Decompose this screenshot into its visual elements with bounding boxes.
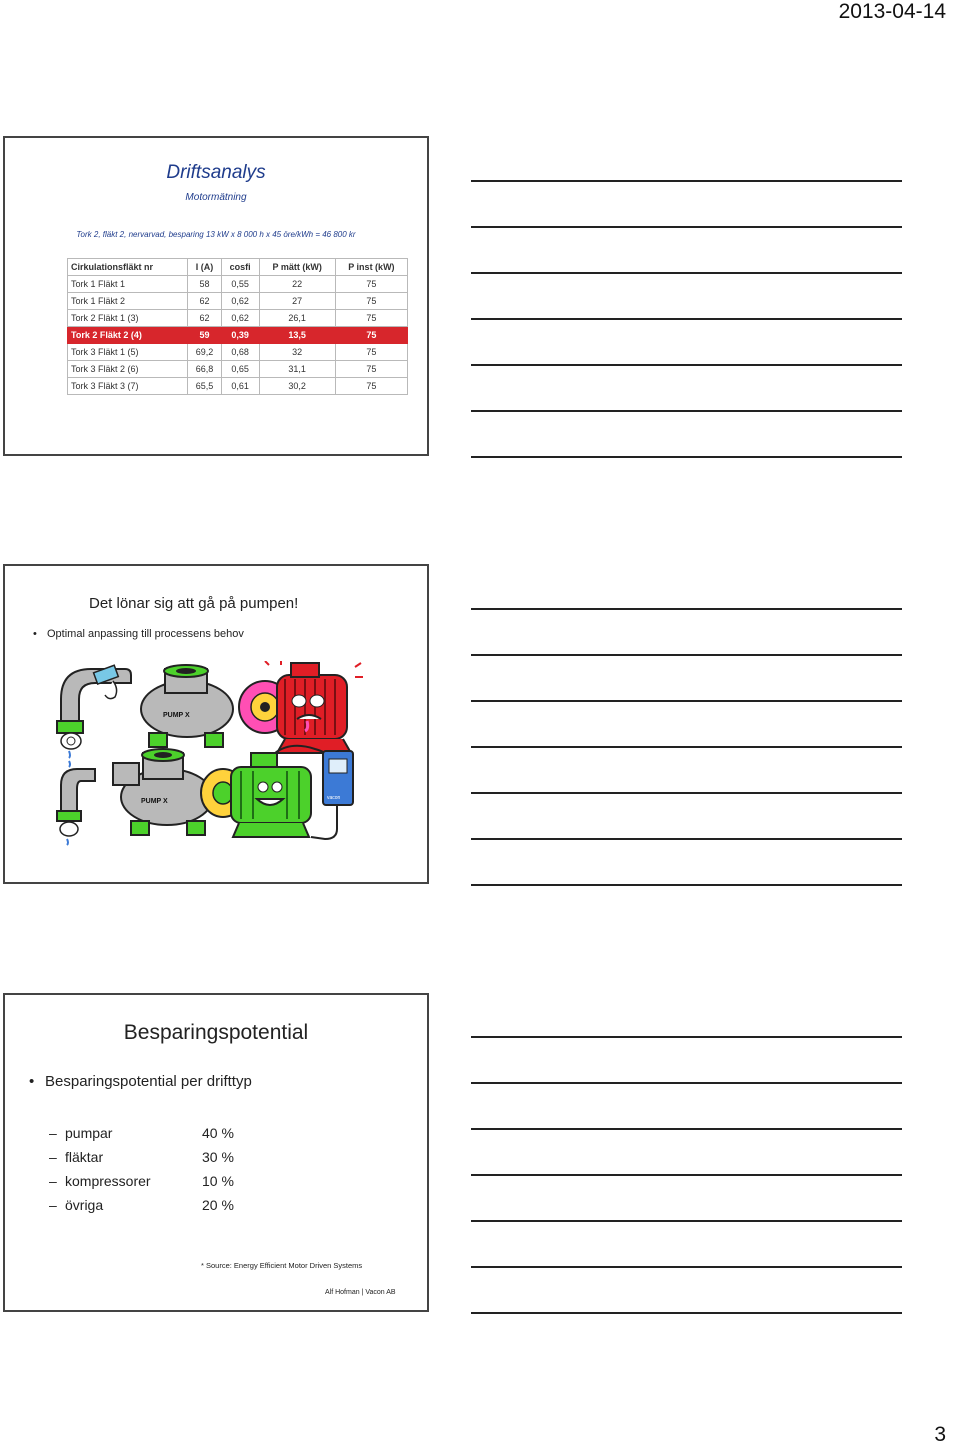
note-line: [471, 1128, 902, 1130]
slide-driftsanalys: [3, 136, 429, 456]
note-line: [471, 700, 902, 702]
note-line: [471, 838, 902, 840]
table-cell: Tork 3 Fläkt 2 (6): [68, 361, 188, 378]
table-cell: 75: [335, 344, 407, 361]
note-line: [471, 1266, 902, 1268]
table-cell: 62: [188, 293, 221, 310]
table-cell: 0,39: [221, 327, 259, 344]
bullet-text: Optimal anpassing till processens behov: [47, 628, 244, 640]
table-cell: 30,2: [259, 378, 335, 395]
table-cell: 32: [259, 344, 335, 361]
table-cell: 0,68: [221, 344, 259, 361]
savings-note: Tork 2, fläkt 2, nervarvad, besparing 13 kW x 8 000 h x 45 öre/kWh = 46 800 kr: [76, 230, 356, 239]
slide-pumpen: [3, 564, 429, 884]
throttled-pump-drawing: [57, 661, 363, 767]
note-line: [471, 364, 902, 366]
column-header: P inst (kW): [335, 259, 407, 276]
table-cell: 0,65: [221, 361, 259, 378]
table-row: [68, 344, 408, 361]
bullet-dot-icon: •: [29, 1073, 35, 1090]
table-row: [68, 361, 408, 378]
item-label: pumpar: [65, 1125, 113, 1141]
table-row: [68, 327, 408, 344]
table-cell: 0,62: [221, 293, 259, 310]
table-cell: 75: [335, 310, 407, 327]
table-cell: Tork 2 Fläkt 1 (3): [68, 310, 188, 327]
pump-label: PUMP X: [163, 712, 190, 719]
table-cell: 62: [188, 310, 221, 327]
pump-label: PUMP X: [141, 798, 168, 805]
source-footnote: * Source: Energy Efficient Motor Driven Systems: [201, 1261, 363, 1270]
table-row: [68, 293, 408, 310]
table-cell: 66,8: [188, 361, 221, 378]
bullet-item: [33, 628, 244, 640]
note-line: [471, 746, 902, 748]
table-cell: 75: [335, 361, 407, 378]
note-line: [471, 272, 902, 274]
table-cell: 75: [335, 327, 407, 344]
bullet-text: Besparingspotential per drifttyp: [45, 1073, 252, 1090]
item-value: 10 %: [202, 1173, 234, 1189]
note-line: [471, 410, 902, 412]
table-cell: Tork 3 Fläkt 3 (7): [68, 378, 188, 395]
table-cell: Tork 3 Fläkt 1 (5): [68, 344, 188, 361]
item-label: kompressorer: [65, 1173, 151, 1189]
note-line: [471, 654, 902, 656]
table-cell: 75: [335, 276, 407, 293]
table-cell: 65,5: [188, 378, 221, 395]
note-line: [471, 226, 902, 228]
table-cell: 31,1: [259, 361, 335, 378]
dash-icon: –: [49, 1125, 57, 1141]
author-signature: Alf Hofman | Vacon AB: [325, 1289, 396, 1296]
item-label: övriga: [65, 1197, 104, 1213]
page-number: 3: [934, 1423, 946, 1446]
table-row: [68, 310, 408, 327]
table-cell: 75: [335, 293, 407, 310]
column-header: I (A): [188, 259, 221, 276]
dash-icon: –: [49, 1197, 57, 1213]
note-line: [471, 456, 902, 458]
note-line: [471, 1082, 902, 1084]
dash-icon: –: [49, 1173, 57, 1189]
note-line: [471, 318, 902, 320]
note-line: [471, 1220, 902, 1222]
column-header: cosfi: [221, 259, 259, 276]
table-cell: 75: [335, 378, 407, 395]
note-line: [471, 792, 902, 794]
vfd-pump-drawing: [57, 746, 353, 845]
table-row: [68, 378, 408, 395]
motor-measurement-table: [67, 258, 408, 395]
note-line: [471, 1036, 902, 1038]
table-cell: 69,2: [188, 344, 221, 361]
table-cell: 13,5: [259, 327, 335, 344]
item-value: 20 %: [202, 1197, 234, 1213]
item-value: 40 %: [202, 1125, 234, 1141]
item-value: 30 %: [202, 1149, 234, 1165]
dash-icon: –: [49, 1149, 57, 1165]
table-header-row: [68, 259, 408, 276]
table-row: [68, 276, 408, 293]
note-line: [471, 884, 902, 886]
slide-subtitle: Motormätning: [185, 192, 247, 203]
bullet-dot-icon: •: [33, 628, 37, 640]
table-cell: Tork 1 Fläkt 2: [68, 293, 188, 310]
column-header: P mätt (kW): [259, 259, 335, 276]
column-header: Cirkulationsfläkt nr: [68, 259, 188, 276]
table-cell: Tork 2 Fläkt 2 (4): [68, 327, 188, 344]
slide-besparingspotential: [3, 993, 429, 1312]
slide-title: Besparingspotential: [123, 1021, 309, 1044]
table-cell: 0,55: [221, 276, 259, 293]
table-cell: 27: [259, 293, 335, 310]
slide-title: Det lönar sig att gå på pumpen!: [89, 595, 299, 612]
note-line: [471, 180, 902, 182]
note-line: [471, 1174, 902, 1176]
drive-label: vacon: [327, 795, 341, 801]
bullet-item: [29, 1073, 252, 1090]
page-date: 2013-04-14: [838, 0, 946, 23]
pump-motor-illustration: [55, 661, 363, 849]
table-cell: 59: [188, 327, 221, 344]
note-line: [471, 1312, 902, 1314]
table-cell: 22: [259, 276, 335, 293]
table-cell: 0,62: [221, 310, 259, 327]
table-cell: 58: [188, 276, 221, 293]
slide-title: Driftsanalys: [166, 162, 266, 183]
table-cell: Tork 1 Fläkt 1: [68, 276, 188, 293]
table-cell: 0,61: [221, 378, 259, 395]
table-cell: 26,1: [259, 310, 335, 327]
note-line: [471, 608, 902, 610]
item-label: fläktar: [65, 1149, 104, 1165]
